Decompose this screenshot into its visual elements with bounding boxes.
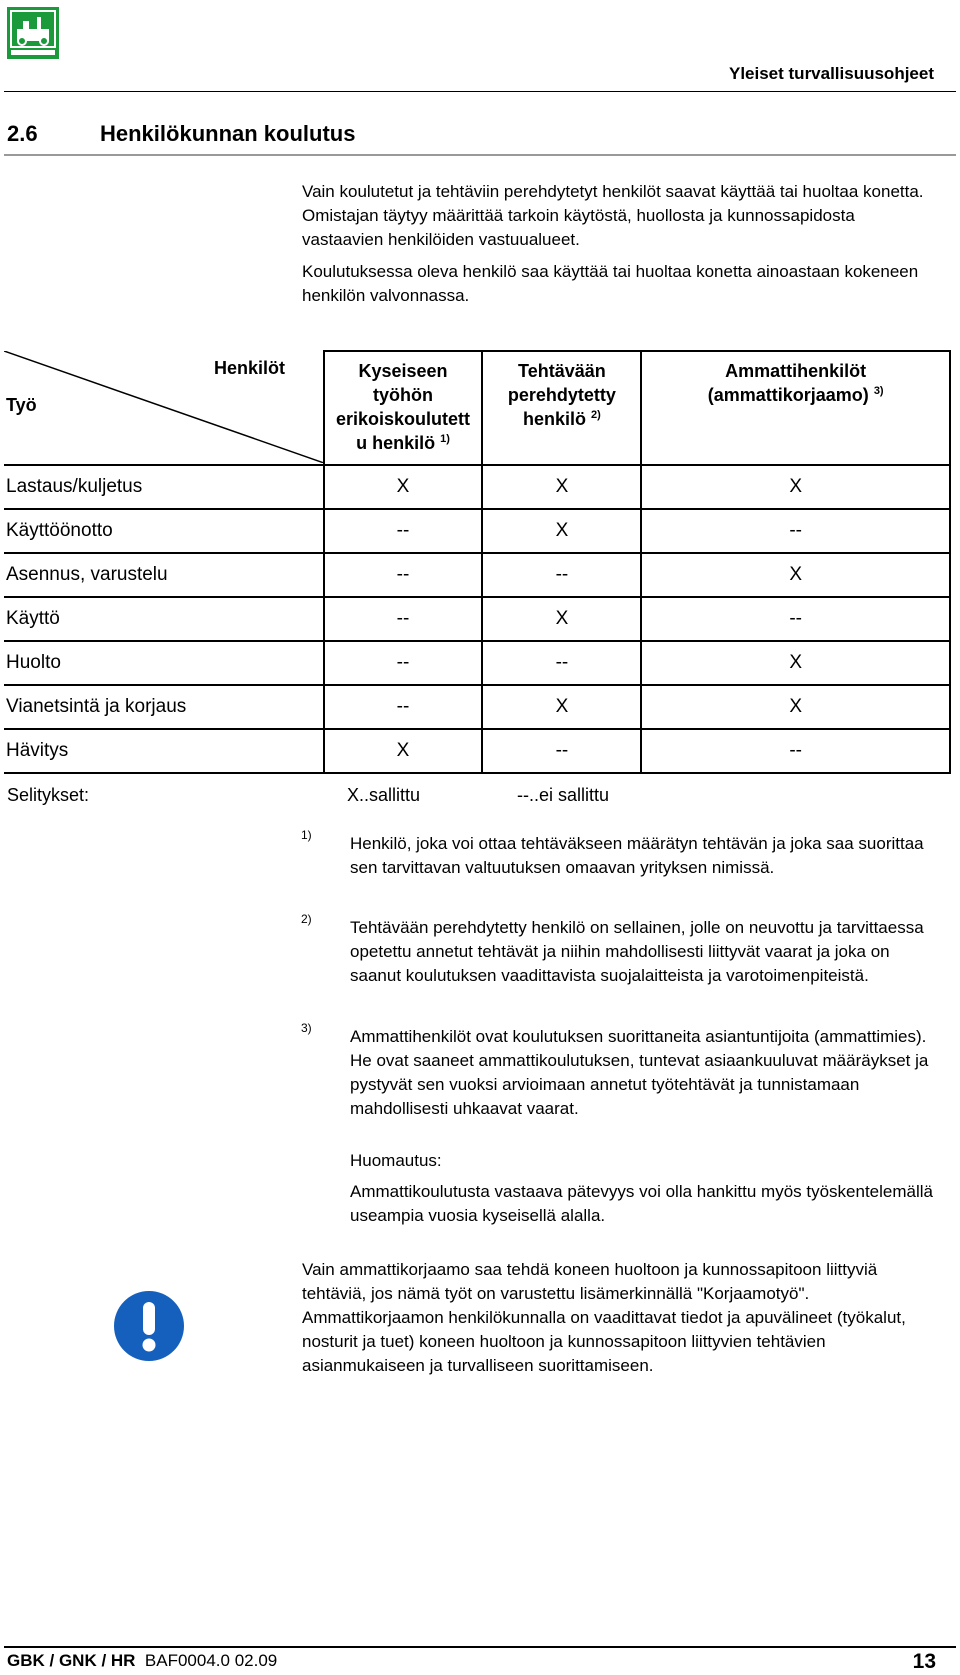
legend-label: Selitykset:	[7, 785, 90, 805]
col3-sup: 3)	[873, 385, 884, 397]
col2-sup: 2)	[591, 409, 601, 421]
col3-line1: Ammattihenkilöt	[725, 361, 867, 381]
col2-line3: henkilö	[523, 409, 587, 429]
corner-label-task: Työ	[6, 395, 37, 415]
value-cell: X	[482, 509, 641, 553]
col2-line2: perehdytetty	[507, 385, 616, 405]
value-cell: X	[641, 465, 950, 509]
table-row	[4, 553, 950, 597]
footnote-1-text: Henkilö, joka voi ottaa tehtäväkseen määrätyn tehtävän ja joka saa suorittaa sen tarvittavan valtuutuksen omaavan yrityksen nimissä.	[350, 834, 924, 877]
header-title: Yleiset turvallisuusohjeet	[728, 64, 934, 83]
intro-paragraph-1: Vain koulutetut ja tehtäviin perehdytetyt henkilöt saavat käyttää tai huoltaa konetta. Omistajan täytyy määrittää tarkoin käytöstä, huollosta ja kunnossapidosta vastaavien henkilöiden vastuualueet.	[302, 182, 924, 249]
table-row	[4, 465, 950, 509]
task-cell: Huolto	[4, 641, 324, 685]
footer-divider	[4, 1646, 956, 1648]
section-divider	[4, 154, 956, 156]
value-cell: --	[324, 641, 483, 685]
footnote-2-text: Tehtävään perehdytetty henkilö on sellainen, jolle on neuvottu ja tarvittaessa opetettu annetut tehtävät ja niihin mahdollisesti liittyvät vaarat ja joka on saanut koulutuksen vaadittavista suojalaitteista ja varotoimenpiteistä.	[350, 918, 924, 985]
col3-line2: (ammattikorjaamo)	[707, 385, 869, 405]
legend-not-allowed: --..ei sallittu	[517, 785, 610, 805]
task-cell: Käyttö	[4, 597, 324, 641]
header-divider	[4, 91, 956, 92]
table-header-row	[4, 351, 950, 465]
value-cell: --	[482, 729, 641, 773]
col1-sup: 1)	[440, 433, 450, 445]
col1-line2: työhön	[373, 385, 433, 405]
task-cell: Vianetsintä ja korjaus	[4, 685, 324, 729]
footnote-3-text: Ammattihenkilöt ovat koulutuksen suorittaneita asiantuntijoita (ammattimies). He ovat saaneet ammattikoulutuksen, tuntevat asiaankuuluvat määräykset ja pystyvät sen vuoksi arvioimaan annetut työtehtävät ja tunnistamaan mahdollisesti uhkaavat vaarat.	[350, 1027, 929, 1118]
note-label: Huomautus:	[350, 1151, 442, 1170]
task-cell: Asennus, varustelu	[4, 553, 324, 597]
section-heading	[7, 121, 355, 147]
table-row	[4, 597, 950, 641]
value-cell: X	[482, 685, 641, 729]
task-cell: Lastaus/kuljetus	[4, 465, 324, 509]
value-cell: --	[324, 553, 483, 597]
footer-codes: GBK / GNK / HR	[7, 1651, 136, 1670]
section-title: Henkilökunnan koulutus	[100, 121, 356, 146]
task-cell: Käyttöönotto	[4, 509, 324, 553]
value-cell: X	[482, 597, 641, 641]
col-header-instructed	[482, 351, 641, 465]
footnote-2-number: 2)	[301, 912, 312, 926]
col-header-professional	[641, 351, 950, 465]
section-number: 2.6	[7, 121, 38, 146]
col1-line1: Kyseiseen	[358, 361, 448, 381]
exclamation-icon	[114, 1291, 184, 1366]
legend-allowed: X..sallittu	[347, 785, 421, 805]
responsibility-table	[4, 350, 951, 774]
table-row	[4, 641, 950, 685]
value-cell: X	[641, 685, 950, 729]
col2-line1: Tehtävään	[518, 361, 606, 381]
value-cell: X	[324, 729, 483, 773]
footer-doc-code: BAF0004.0 02.09	[144, 1651, 278, 1670]
table-corner-cell	[4, 351, 324, 465]
value-cell: --	[641, 729, 950, 773]
warning-text: Vain ammattikorjaamo saa tehdä koneen huoltoon ja kunnossapitoon liittyviä tehtäviä, jos nämä työt on varustettu lisämerkinnällä "Korjaamotyö". Ammattikorjaamon henkilökunnalla on vaadittavat tiedot ja apuvälineet (työkalut, nosturit ja tuet) koneen huoltoon ja kunnossapitoon liittyvien tehtävien asianmukaiseen ja turvalliseen suorittamiseen.	[302, 1260, 906, 1375]
intro-paragraph-2: Koulutuksessa oleva henkilö saa käyttää tai huoltaa konetta ainoastaan kokeneen henkilön valvonnassa.	[302, 262, 919, 305]
table-row	[4, 685, 950, 729]
value-cell: --	[324, 597, 483, 641]
table-row	[4, 729, 950, 773]
footnote-1-number: 1)	[301, 828, 312, 842]
value-cell: --	[641, 597, 950, 641]
note-text: Ammattikoulutusta vastaava pätevyys voi olla hankittu myös työskentelemällä useampia vuosia kyseisellä alalla.	[350, 1182, 933, 1225]
col1-line4: u henkilö	[356, 433, 436, 453]
task-cell: Hävitys	[4, 729, 324, 773]
value-cell: X	[641, 641, 950, 685]
value-cell: --	[482, 553, 641, 597]
page-number: 13	[912, 1650, 936, 1673]
value-cell: --	[641, 509, 950, 553]
value-cell: X	[324, 465, 483, 509]
table-row	[4, 509, 950, 553]
value-cell: --	[482, 641, 641, 685]
col1-line3: erikoiskoulutett	[335, 409, 471, 429]
value-cell: X	[641, 553, 950, 597]
col-header-specialist	[324, 351, 483, 465]
footnote-3-number: 3)	[301, 1021, 312, 1035]
value-cell: X	[482, 465, 641, 509]
amazone-logo	[7, 7, 59, 59]
value-cell: --	[324, 685, 483, 729]
value-cell: --	[324, 509, 483, 553]
footer-doc-info	[7, 1651, 277, 1671]
corner-label-persons: Henkilöt	[214, 358, 286, 378]
